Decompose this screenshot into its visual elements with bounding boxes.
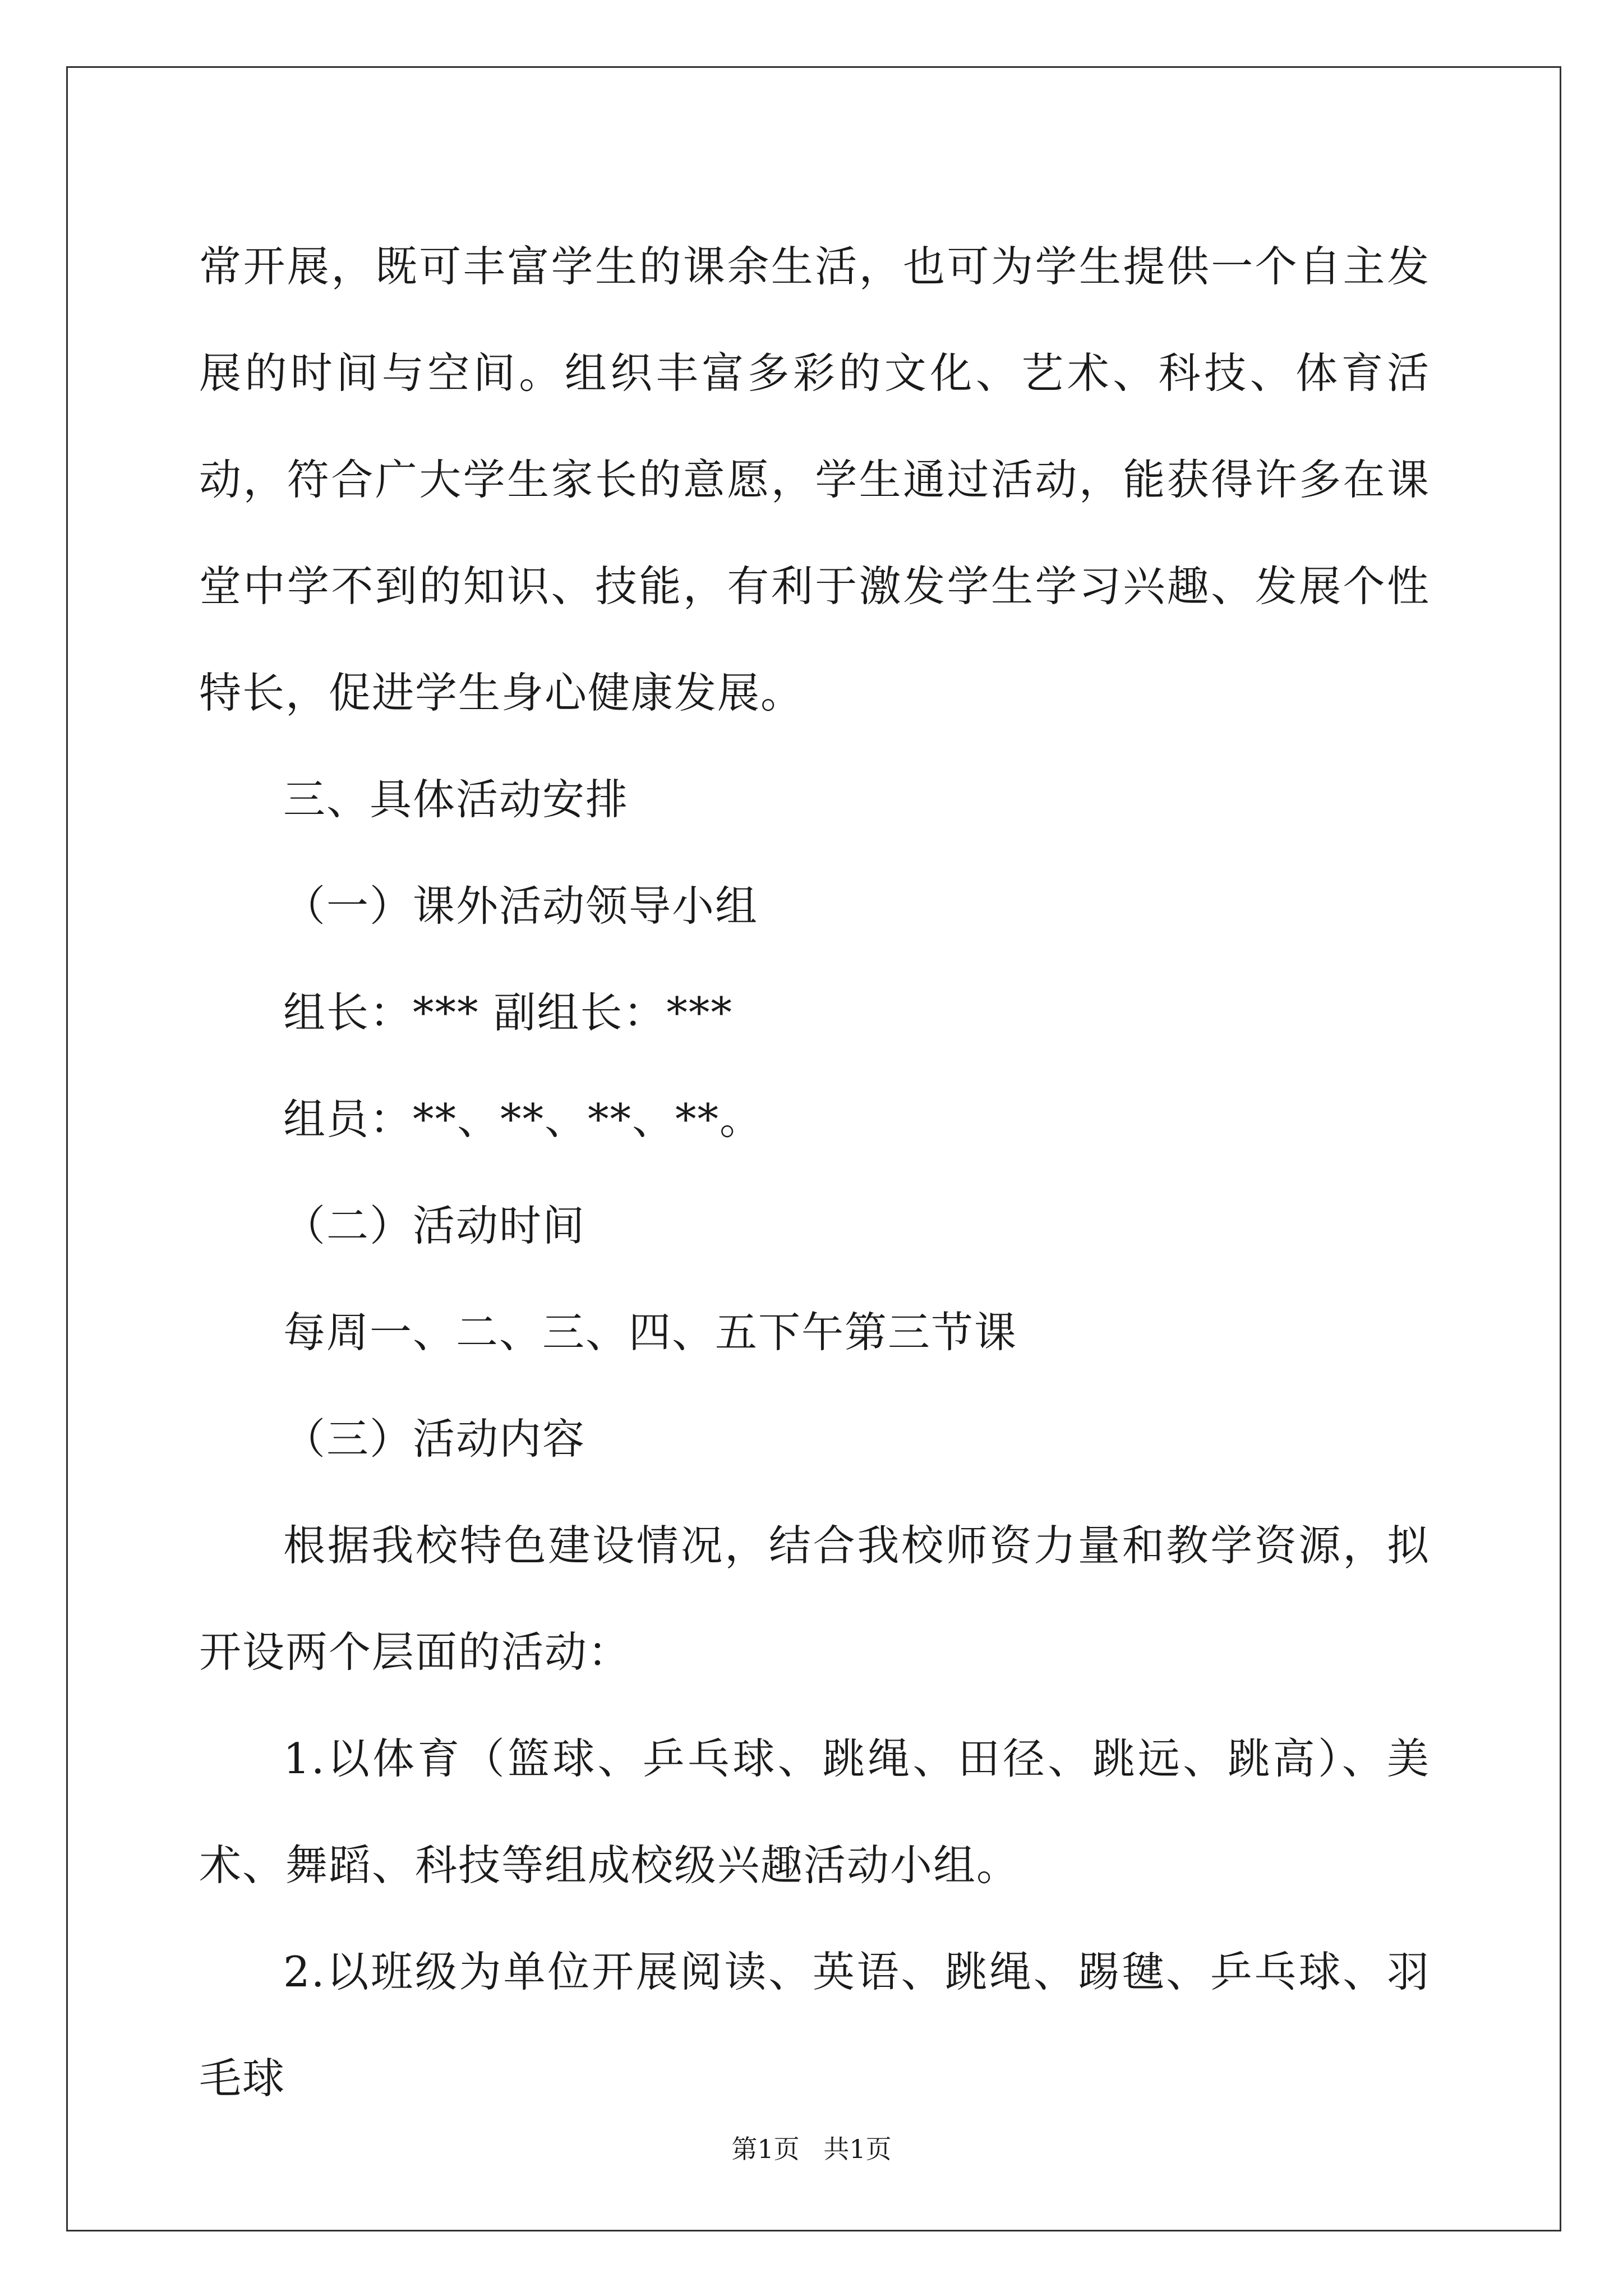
section-heading: 三、具体活动安排 <box>283 775 629 824</box>
paragraph: 组员：**、**、**、**。 <box>283 1094 763 1144</box>
page-footer <box>0 2129 1623 2166</box>
list-item: 2.以班级为单位开展阅读、英语、跳绳、踢毽、乒乓球、羽毛球 <box>199 1947 1430 2103</box>
subsection-heading: （二）活动时间 <box>283 1201 586 1250</box>
paragraph: 每周一、二、三、四、五下午第三节课 <box>283 1308 1018 1357</box>
page-total: 共1页 <box>823 2134 892 2164</box>
subsection-heading: （一）课外活动领导小组 <box>283 881 759 931</box>
paragraph: 组长：*** 副组长：*** <box>283 988 733 1037</box>
subsection-heading: （三）活动内容 <box>283 1414 586 1464</box>
paragraph: 常开展，既可丰富学生的课余生活，也可为学生提供一个自主发展的时间与空间。组织丰富多彩的文化、艺术、科技、体育活动，符合广大学生家长的意愿，学生通过活动，能获得许多在课堂中学不到的知识、技能，有利于激发学生学习兴趣、发展个性特长，促进学生身心健康发展。 <box>199 242 1430 717</box>
paragraph: 根据我校特色建设情况，结合我校师资力量和教学资源，拟开设两个层面的活动： <box>199 1521 1430 1677</box>
page-number: 第1页 <box>731 2134 800 2164</box>
document-body <box>199 213 1430 2132</box>
list-item: 1.以体育（篮球、乒乓球、跳绳、田径、跳远、跳高）、美术、舞蹈、科技等组成校级兴趣活动小组。 <box>199 1734 1430 1890</box>
